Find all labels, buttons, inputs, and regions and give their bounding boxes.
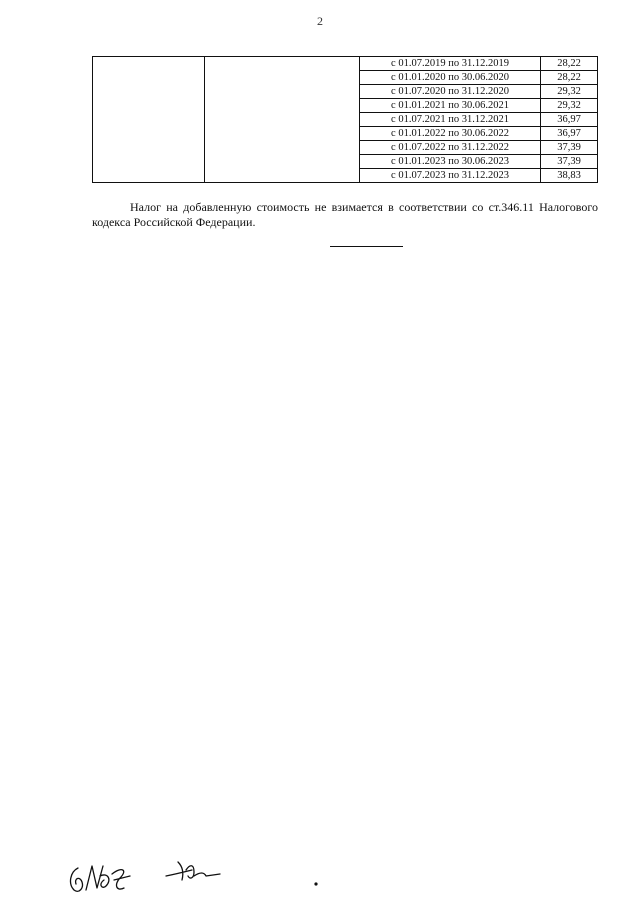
period-cell: с 01.01.2023 по 30.06.2023 xyxy=(360,155,541,169)
tariff-value-cell: 29,32 xyxy=(541,85,598,99)
period-cell: с 01.07.2021 по 31.12.2021 xyxy=(360,113,541,127)
tariff-value-cell: 28,22 xyxy=(541,71,598,85)
tariff-value-cell: 38,83 xyxy=(541,169,598,183)
period-cell: с 01.01.2022 по 30.06.2022 xyxy=(360,127,541,141)
tariff-value-cell: 37,39 xyxy=(541,155,598,169)
period-cell: с 01.07.2019 по 31.12.2019 xyxy=(360,57,541,71)
period-cell: с 01.07.2020 по 31.12.2020 xyxy=(360,85,541,99)
handwritten-signature-icon xyxy=(166,862,220,880)
tariff-value-cell: 28,22 xyxy=(541,57,598,71)
page-number: 2 xyxy=(317,14,323,28)
ink-dot-icon xyxy=(314,882,317,885)
tariff-value-cell: 36,97 xyxy=(541,113,598,127)
tariff-value-cell: 36,97 xyxy=(541,127,598,141)
period-cell: с 01.07.2022 по 31.12.2022 xyxy=(360,141,541,155)
tariff-value-cell: 37,39 xyxy=(541,141,598,155)
initials-signature-icon xyxy=(71,866,130,891)
tariff-value-cell: 29,32 xyxy=(541,99,598,113)
vat-note: Налог на добавленную стоимость не взимается в соответствии со ст.346.11 Налогового кодекса Российской Федерации. xyxy=(92,200,598,229)
period-cell: с 01.01.2020 по 30.06.2020 xyxy=(360,71,541,85)
period-cell: с 01.01.2021 по 30.06.2021 xyxy=(360,99,541,113)
period-cell: с 01.07.2023 по 31.12.2023 xyxy=(360,169,541,183)
